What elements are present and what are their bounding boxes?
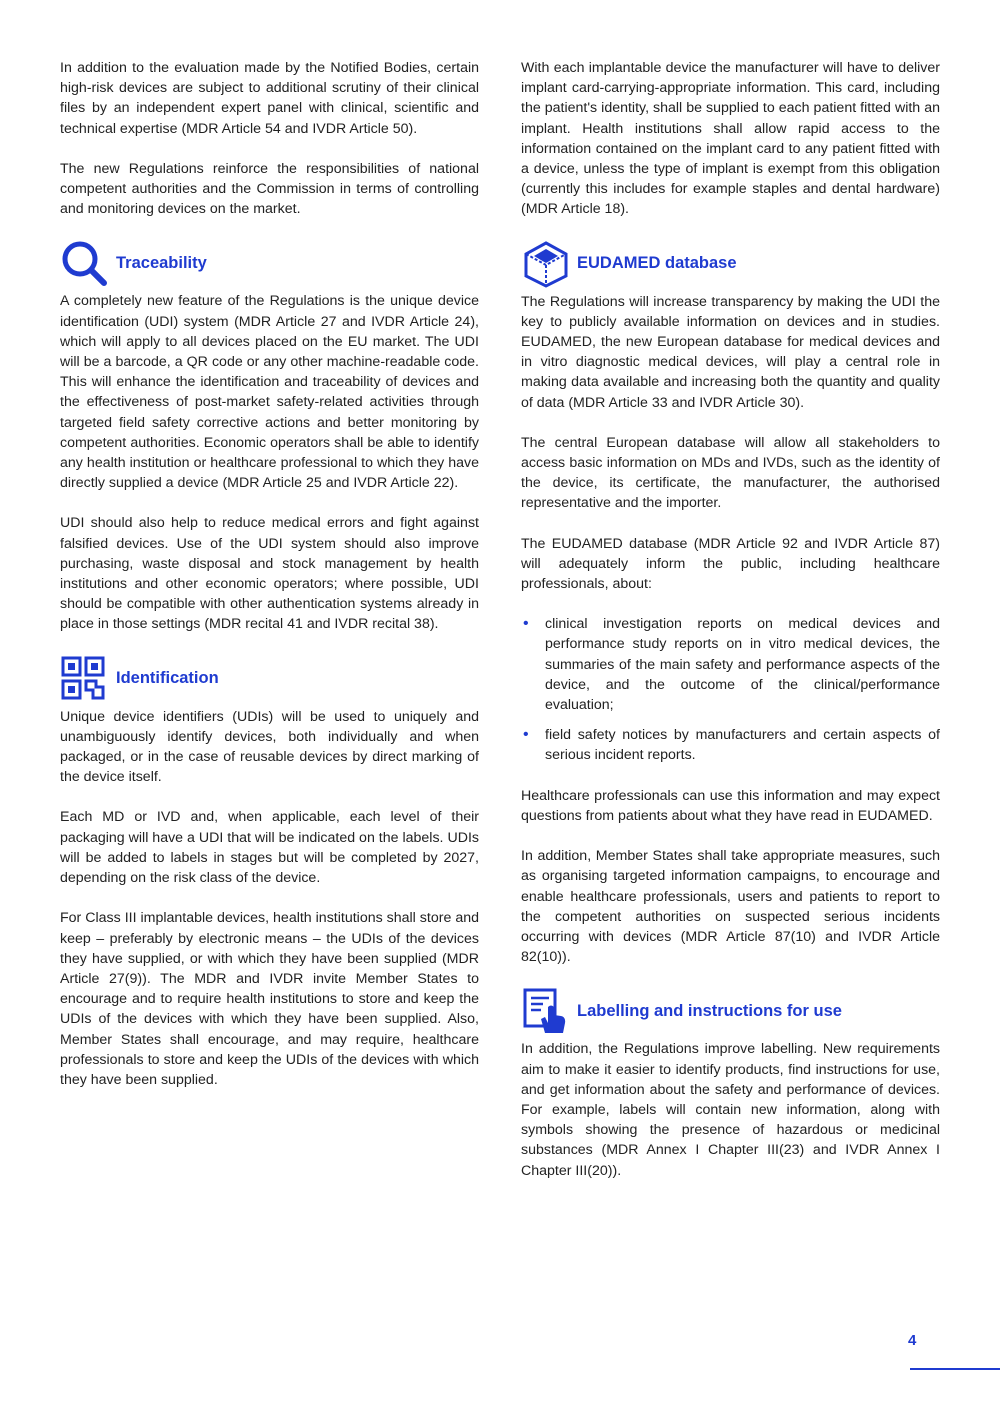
qr-code-icon [60, 655, 110, 703]
database-cube-icon [521, 240, 571, 288]
traceability-heading [60, 239, 479, 287]
right-column [521, 58, 940, 1201]
list-item: • clinical investigation reports on medical devices and performance study reports on in vitro medical devices, the summaries of the main safety and performance aspects of the device, and the outcome of the clinical/performance evaluation; [521, 614, 940, 715]
labelling-paragraph: In addition, the Regulations improve labelling. New requirements aim to make it easier to identify products, find instructions for use, and get information about the safety and performance of devices. For example, labels will contain new information, along with symbols showing the presence of hazardous or medicinal substances (MDR Annex I Chapter III(23) and IVDR Annex I Chapter III(20)). [521, 1041, 940, 1179]
section-title: EUDAMED database [577, 254, 737, 273]
section-title: Traceability [116, 253, 207, 272]
list-item: • field safety notices by manufacturers and certain aspects of serious incident reports. [521, 725, 940, 765]
eudamed-bullet-list [521, 614, 940, 765]
implant-card-paragraph: With each implantable device the manufacturer will have to deliver implant card-carrying-appropriate information. This card, including the patient's identity, shall be supplied to each patient fitted with an implant. Health institutions shall allow rapid access to the information contained on the implant card to any patient fitted with a device, unless the type of implant is exempt from this obligation (currently this includes for example staples and dental hardware) (MDR Article 18). [521, 60, 940, 218]
identification-heading [60, 655, 479, 703]
eudamed-paragraph: Healthcare professionals can use this information and may expect questions from patients about what they have read in EUDAMED. [521, 787, 940, 824]
eudamed-paragraph: The central European database will allow all stakeholders to access basic information on MDs and IVDs, such as the identity of the device, its certificate, the manufacturer, the authorised representative and the importer. [521, 434, 940, 512]
labelling-heading [521, 987, 940, 1035]
traceability-paragraph: UDI should also help to reduce medical errors and fight against falsified devices. Use of the UDI system should also improve purchasing, waste disposal and stock management by health institutions and other economic operators; where possible, UDI should be compatible with other authentication systems already in place in those settings (MDR recital 41 and IVDR recital 38). [60, 515, 479, 633]
eudamed-paragraph: The Regulations will increase transparency by making the UDI the key to publicly available information on devices and in studies. EUDAMED, the new European database for medical devices and in vitro diagnostic medical devices, will play a central role in making data available and increasing both the quantity and quality of data (MDR Article 33 and IVDR Article 30). [521, 293, 940, 411]
section-title: Labelling and instructions for use [577, 1001, 842, 1020]
magnifier-icon [60, 239, 110, 287]
traceability-paragraph: A completely new feature of the Regulations is the unique device identification (UDI) system (MDR Article 27 and IVDR Article 24), which will apply to all devices placed on the EU market. The UDI will be a barcode, a QR code or any other machine-readable code. This will enhance the identification and traceability of devices and the effectiveness of post-market safety-related activities through targeted field safety corrective actions and better monitoring by competent authorities. Economic operators shall be able to identify any health institution or healthcare professional to which they have directly supplied a device (MDR Article 25 and IVDR Article 22). [60, 293, 479, 492]
eudamed-heading [521, 240, 940, 288]
intro-paragraph: In addition to the evaluation made by the Notified Bodies, certain high-risk devices are subject to additional scrutiny of their clinical files by an independent expert panel with clinical, scientific and technical expertise (MDR Article 54 and IVDR Article 50). [60, 60, 479, 137]
identification-paragraph: Each MD or IVD and, when applicable, each level of their packaging will have a UDI that will be indicated on the labels. UDIs will be added to labels in stages but will be completed by 2027, depending on the risk class of the device. [60, 809, 479, 887]
section-title: Identification [116, 669, 219, 688]
page-number: 4 [908, 1332, 917, 1349]
identification-paragraph: For Class III implantable devices, health institutions shall store and keep – preferably by electronic means – the UDIs of the devices they have supplied, or with which they have been supplied (MDR Article 27(9)). The MDR and IVDR invite Member States to encourage and to require health institutions to store and keep the UDIs of the devices with which they have been supplied. Also, Member States shall encourage, and may require, healthcare professionals to store and keep the UDIs of the devices with which they have been supplied. [60, 910, 479, 1088]
document-touch-icon [521, 987, 571, 1035]
page-number-rule [910, 1368, 1000, 1370]
identification-paragraph: Unique device identifiers (UDIs) will be used to uniquely and unambiguously identify devices, both individually and when packaged, or in the case of reusable devices by direct marking of the device itself. [60, 708, 479, 786]
eudamed-paragraph: The EUDAMED database (MDR Article 92 and IVDR Article 87) will adequately inform the public, including healthcare professionals, about: [521, 535, 940, 593]
eudamed-paragraph: In addition, Member States shall take appropriate measures, such as organising targeted information campaigns, to encourage and enable healthcare professionals, users and patients to report to the competent authorities on suspected serious incidents occurring with devices (MDR Article 87(10) and IVDR Article 82(10)). [521, 848, 940, 966]
intro-paragraph: The new Regulations reinforce the responsibilities of national competent authorities and the Commission in terms of controlling and monitoring devices on the market. [60, 160, 479, 218]
left-column [60, 58, 479, 1110]
